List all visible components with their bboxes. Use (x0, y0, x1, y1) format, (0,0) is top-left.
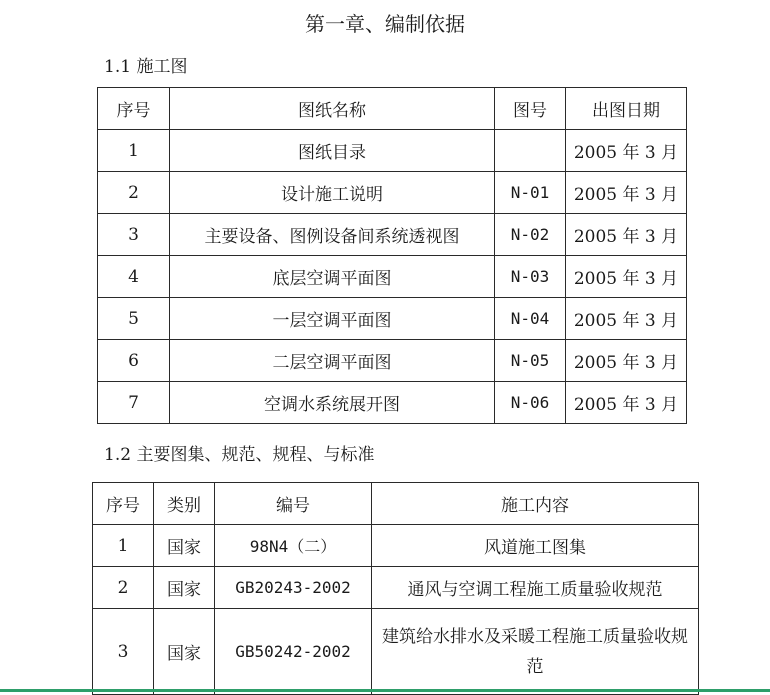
table-cell: 5 (98, 298, 170, 340)
table-cell: 2005 年 3 月 (566, 130, 687, 172)
table-row (93, 567, 699, 609)
table-cell: 6 (98, 340, 170, 382)
table-cell (495, 130, 566, 172)
table-cell: 国家 (154, 525, 215, 567)
table-cell: 3 (93, 609, 154, 695)
table-cell: 1 (98, 130, 170, 172)
table-cell: N-04 (495, 298, 566, 340)
column-header: 图纸名称 (170, 88, 495, 130)
table-cell: 建筑给水排水及采暖工程施工质量验收规范 (372, 609, 699, 695)
page-title: 第一章、编制依据 (305, 12, 465, 36)
table-row (93, 525, 699, 567)
table-cell: 图纸目录 (170, 130, 495, 172)
section-heading-construction-drawings: 1.1 施工图 (104, 57, 188, 77)
table-cell: 底层空调平面图 (170, 256, 495, 298)
table-row (98, 340, 687, 382)
table-cell: 7 (98, 382, 170, 424)
table-header-row (93, 483, 699, 525)
drawings-table (97, 87, 687, 424)
table-cell: 2 (98, 172, 170, 214)
standards-table (92, 482, 699, 695)
table-cell: 国家 (154, 567, 215, 609)
table-row (98, 298, 687, 340)
table-cell: 4 (98, 256, 170, 298)
table-cell: 3 (98, 214, 170, 256)
table-cell: 2005 年 3 月 (566, 382, 687, 424)
column-header: 施工内容 (372, 483, 699, 525)
table-cell: 设计施工说明 (170, 172, 495, 214)
table-cell: 主要设备、图例设备间系统透视图 (170, 214, 495, 256)
table-row (98, 130, 687, 172)
table-row (98, 172, 687, 214)
table-cell: N-03 (495, 256, 566, 298)
table-header-row (98, 88, 687, 130)
column-header: 出图日期 (566, 88, 687, 130)
table-cell: 2005 年 3 月 (566, 340, 687, 382)
table-row (93, 609, 699, 695)
table-cell: 二层空调平面图 (170, 340, 495, 382)
column-header: 图号 (495, 88, 566, 130)
table-cell: 2005 年 3 月 (566, 298, 687, 340)
column-header: 类别 (154, 483, 215, 525)
column-header: 序号 (93, 483, 154, 525)
table-cell: 国家 (154, 609, 215, 695)
table-cell: 风道施工图集 (372, 525, 699, 567)
table-cell: 2005 年 3 月 (566, 214, 687, 256)
table-cell: N-05 (495, 340, 566, 382)
table-cell: GB50242-2002 (215, 609, 372, 695)
table-cell: 2 (93, 567, 154, 609)
table-row (98, 214, 687, 256)
table-cell: N-01 (495, 172, 566, 214)
table-cell: 1 (93, 525, 154, 567)
table-row (98, 256, 687, 298)
table-cell: 98N4（二） (215, 525, 372, 567)
table-cell: 通风与空调工程施工质量验收规范 (372, 567, 699, 609)
column-header: 编号 (215, 483, 372, 525)
table-cell: 2005 年 3 月 (566, 172, 687, 214)
table-cell: 2005 年 3 月 (566, 256, 687, 298)
table-cell: N-02 (495, 214, 566, 256)
table-cell: N-06 (495, 382, 566, 424)
table-row (98, 382, 687, 424)
table-cell: GB20243-2002 (215, 567, 372, 609)
table-cell: 空调水系统展开图 (170, 382, 495, 424)
table-cell: 一层空调平面图 (170, 298, 495, 340)
column-header: 序号 (98, 88, 170, 130)
section-heading-standards: 1.2 主要图集、规范、规程、与标准 (104, 445, 375, 465)
